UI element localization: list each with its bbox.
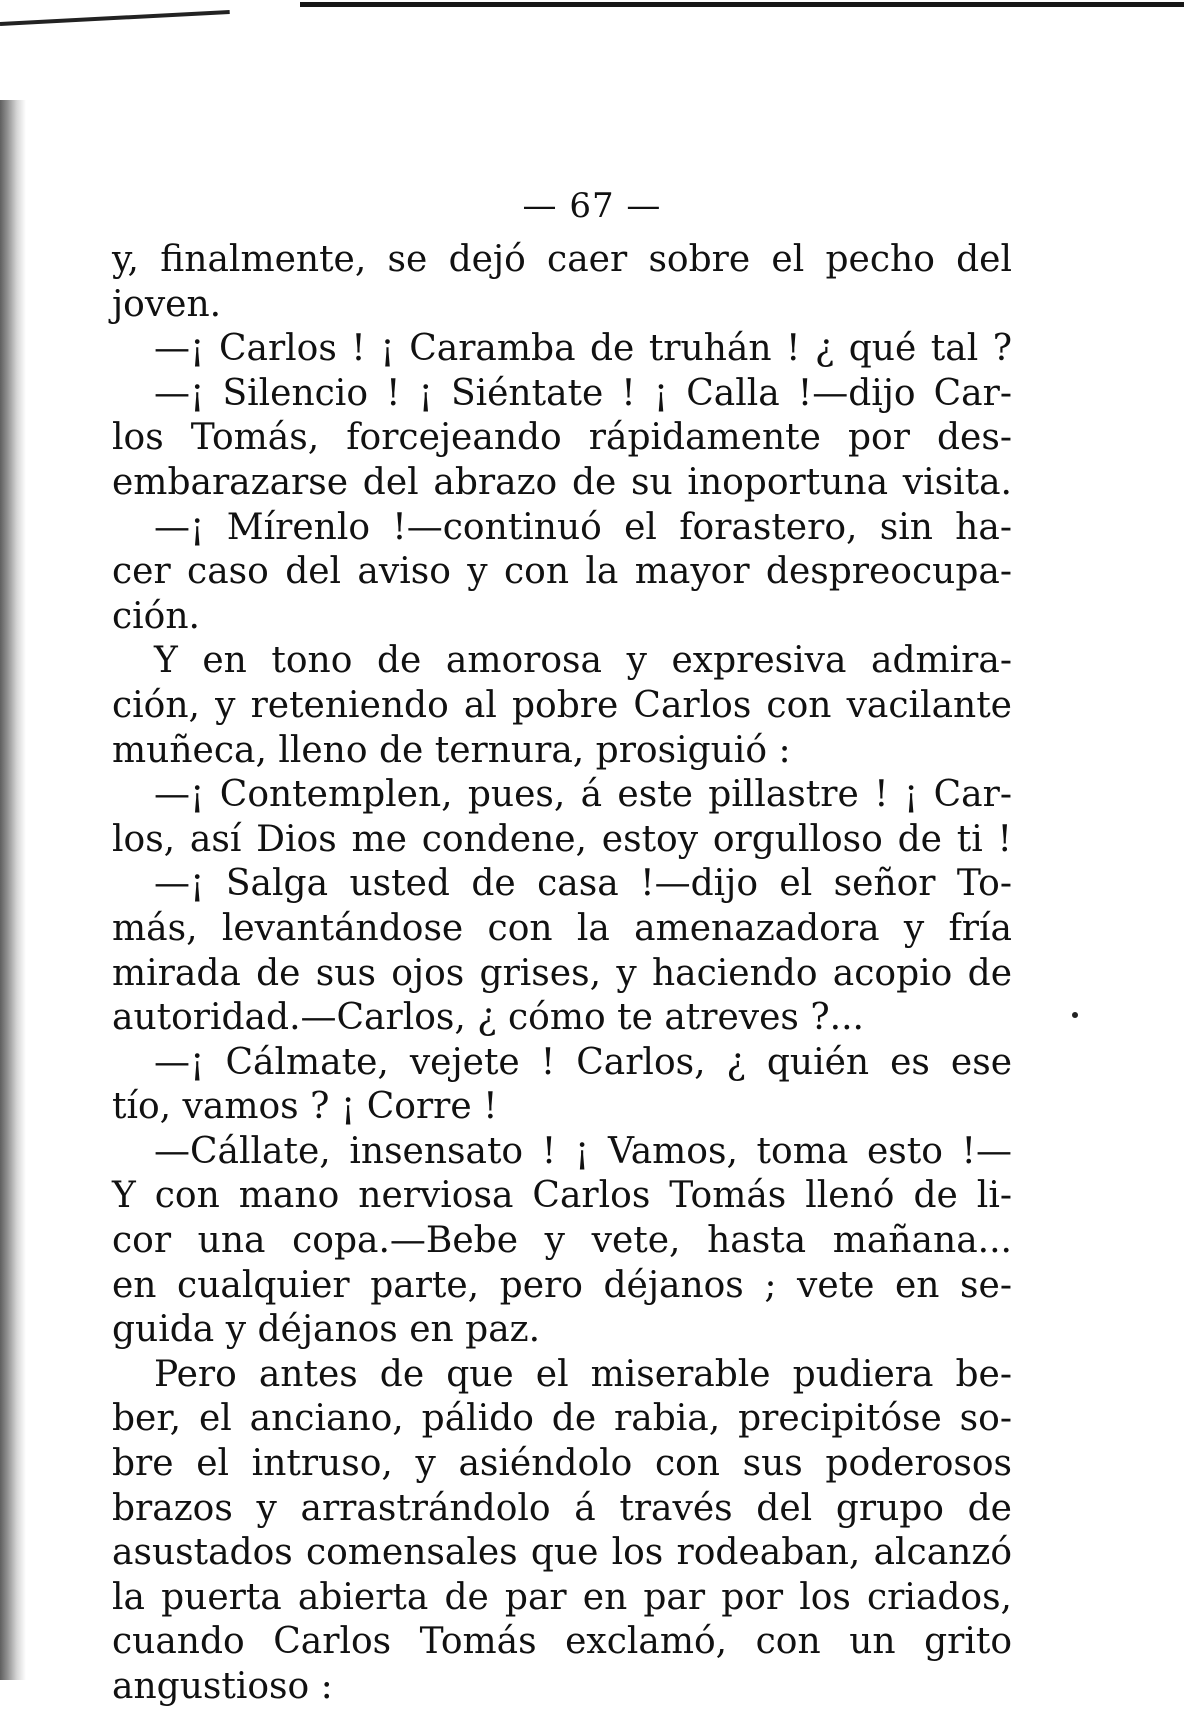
top-rule-left xyxy=(0,10,230,26)
text-line: los, así Dios me condene, estoy orgulloso de ti ! xyxy=(112,818,1012,860)
text-line: asustados comensales que los rodeaban, alcanzó xyxy=(112,1532,1012,1574)
text-line: tío, vamos ? ¡ Corre ! xyxy=(112,1086,498,1128)
text-line: la puerta abierta de par en par por los criados, xyxy=(112,1576,1012,1618)
top-rule xyxy=(300,2,1184,7)
text-line: autoridad.—Carlos, ¿ cómo te atreves ?... xyxy=(112,997,864,1039)
ink-speck xyxy=(1072,1012,1078,1018)
text-line: más, levantándose con la amenazadora y fría xyxy=(112,907,1012,949)
text-line: bre el intruso, y asiéndolo con sus poderosos xyxy=(112,1443,1012,1485)
page-number: — 67 — xyxy=(522,186,662,226)
text-line: Y en tono de amorosa y expresiva admira- xyxy=(154,640,1012,682)
text-line: guida y déjanos en paz. xyxy=(112,1309,541,1351)
text-line: Y con mano nerviosa Carlos Tomás llenó de li- xyxy=(112,1175,1012,1217)
text-line: —¡ Silencio ! ¡ Siéntate ! ¡ Calla !—dijo Car- xyxy=(154,372,1012,414)
text-line: joven. xyxy=(112,283,222,325)
text-line: en cualquier parte, pero déjanos ; vete en se- xyxy=(112,1264,1012,1306)
text-line: embarazarse del abrazo de su inoportuna visita. xyxy=(112,461,1012,503)
text-line: ber, el anciano, pálido de rabia, precipitóse so- xyxy=(112,1398,1012,1440)
text-line: —¡ Mírenlo !—continuó el forastero, sin ha- xyxy=(154,506,1012,548)
text-line: —Cállate, insensato ! ¡ Vamos, toma esto !— xyxy=(154,1130,1012,1172)
spine-shadow xyxy=(0,100,26,1680)
text-line: ción, y reteniendo al pobre Carlos con vacilante xyxy=(112,684,1012,726)
text-line: —¡ Cálmate, vejete ! Carlos, ¿ quién es ese xyxy=(154,1041,1012,1083)
text-line: —¡ Contemplen, pues, á este pillastre ! ¡ Car- xyxy=(154,774,1012,816)
body-text xyxy=(112,238,1012,1710)
text-line: cuando Carlos Tomás exclamó, con un grito xyxy=(112,1621,1012,1663)
text-line: muñeca, lleno de ternura, prosiguió : xyxy=(112,729,791,771)
text-line: angustioso : xyxy=(112,1666,333,1707)
text-line: —¡ Carlos ! ¡ Caramba de truhán ! ¿ qué tal ? xyxy=(154,328,1012,370)
text-line: ción. xyxy=(112,595,200,637)
text-line: brazos y arrastrándolo á través del grupo de xyxy=(112,1487,1012,1529)
text-line: cer caso del aviso y con la mayor despreocupa- xyxy=(112,551,1012,593)
text-line: los Tomás, forcejeando rápidamente por des- xyxy=(112,417,1012,459)
text-line: y, finalmente, se dejó caer sobre el pecho del xyxy=(112,239,1012,280)
text-line: Pero antes de que el miserable pudiera be- xyxy=(154,1353,1012,1395)
text-line: mirada de sus ojos grises, y haciendo acopio de xyxy=(112,952,1012,994)
text-line: —¡ Salga usted de casa !—dijo el señor To- xyxy=(154,863,1012,905)
text-line: cor una copa.—Bebe y vete, hasta mañana... xyxy=(112,1220,1012,1262)
